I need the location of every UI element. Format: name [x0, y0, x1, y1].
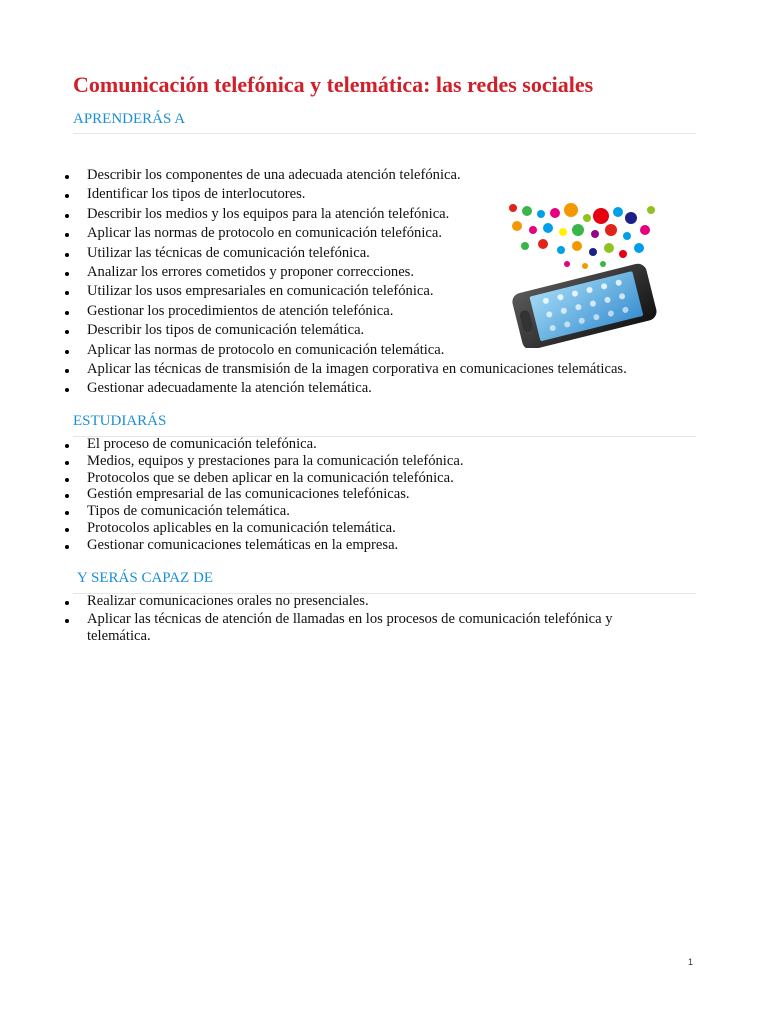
capaz-list: [60, 593, 660, 646]
section-divider: [73, 133, 696, 134]
section-heading-aprenderas: APRENDERÁS A: [73, 111, 186, 127]
list-item: Describir los tipos de comunicación telemática.: [60, 321, 680, 340]
list-item: Utilizar las técnicas de comunicación telefónica.: [60, 244, 680, 263]
list-item: Aplicar las técnicas de transmisión de la imagen corporativa en comunicaciones telemáticas.: [60, 360, 680, 379]
list-item: Identificar los tipos de interlocutores.: [60, 185, 680, 204]
list-item: Describir los componentes de una adecuada atención telefónica.: [60, 166, 680, 185]
list-item: Gestionar adecuadamente la atención telemática.: [60, 379, 680, 398]
list-item: Gestión empresarial de las comunicaciones telefónicas.: [60, 486, 680, 503]
list-item: Analizar los errores cometidos y proponer correcciones.: [60, 263, 680, 282]
list-item: Describir los medios y los equipos para la atención telefónica.: [60, 205, 680, 224]
list-item: Gestionar comunicaciones telemáticas en la empresa.: [60, 537, 680, 554]
section-heading-capaz: Y SERÁS CAPAZ DE: [77, 570, 214, 586]
list-item: Aplicar las técnicas de atención de llamadas en los procesos de comunicación telefónica y telemática.: [60, 611, 660, 646]
list-item: Aplicar las normas de protocolo en comunicación telefónica.: [60, 224, 680, 243]
list-item: Realizar comunicaciones orales no presenciales.: [60, 593, 660, 611]
list-item: Gestionar los procedimientos de atención telefónica.: [60, 302, 680, 321]
list-item: Protocolos que se deben aplicar en la comunicación telefónica.: [60, 470, 680, 487]
list-item: Aplicar las normas de protocolo en comunicación telemática.: [60, 341, 680, 360]
page-title: Comunicación telefónica y telemática: las redes sociales: [73, 72, 594, 97]
page-number: 1: [688, 957, 694, 967]
list-item: El proceso de comunicación telefónica.: [60, 436, 680, 453]
smartphone-illustration-icon: [503, 200, 663, 348]
list-item: Tipos de comunicación telemática.: [60, 503, 680, 520]
list-item: Protocolos aplicables en la comunicación telemática.: [60, 520, 680, 537]
section-heading-estudiaras: ESTUDIARÁS: [73, 413, 167, 429]
list-item: Utilizar los usos empresariales en comunicación telefónica.: [60, 282, 680, 301]
estudiaras-list: [60, 436, 680, 554]
list-item: Medios, equipos y prestaciones para la comunicación telefónica.: [60, 453, 680, 470]
